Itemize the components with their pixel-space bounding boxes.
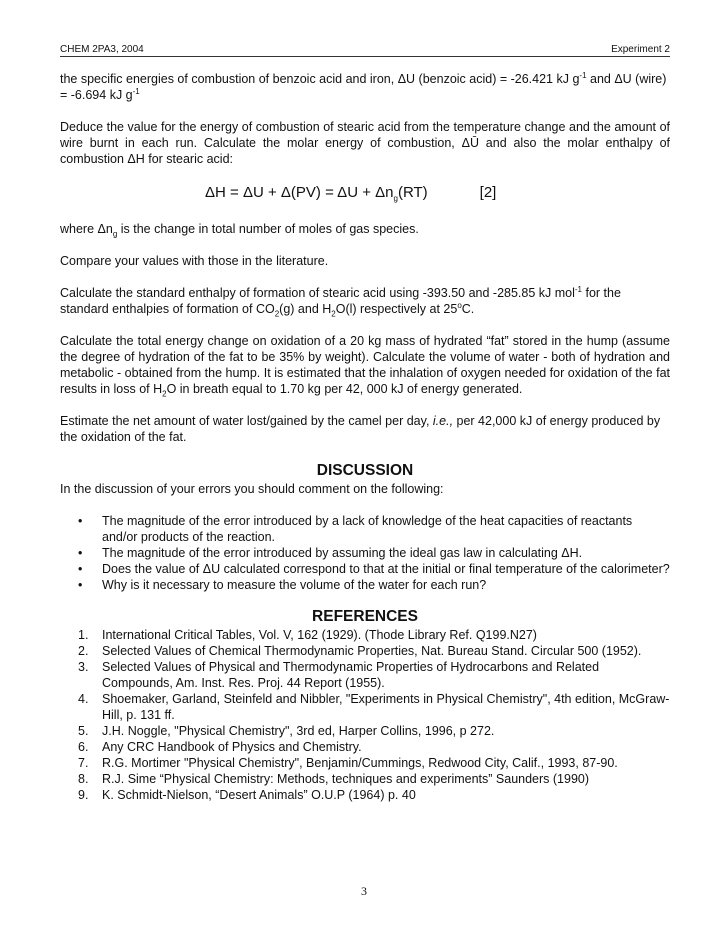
page-number: 3 bbox=[361, 884, 367, 898]
references-heading: REFERENCES bbox=[312, 608, 418, 625]
discussion-heading: DISCUSSION bbox=[316, 462, 414, 479]
list-item: 1. International Critical Tables, Vol. V, 162 (1929). (Thode Library Ref. Q199.N27) bbox=[78, 628, 537, 642]
document-body bbox=[60, 71, 670, 803]
paragraph-where: where $\Delta n_g$ is the change in total number of moles of gas species. bbox=[60, 222, 419, 239]
paragraph-standard-enthalpy: Calculate the standard enthalpy of formation of stearic acid using -393.50 and -285.85 kJ mol$^{-1}$ for the standard enthalpies of formation of $CO_2(g)$ and $H_2O(l)$ respectively at 25$^o$C. bbox=[60, 284, 621, 319]
header-experiment: Experiment 2 bbox=[611, 44, 670, 55]
header-course: CHEM 2PA3, 2004 bbox=[60, 44, 144, 55]
paragraph-deduce: Deduce the value for the energy of combustion of stearic acid from the temperature change and the amount of wire burnt in each run. Calculate the molar energy of combustion, ΔŪ and also the molar enthalpy of combustion ΔH for stearic acid: bbox=[60, 120, 670, 166]
list-item: 3. Selected Values of Physical and Thermodynamic Properties of Hydrocarbons and Related Compounds, Am. Inst. Res. Proj. 44 Report (1955). bbox=[78, 660, 600, 690]
paragraph-estimate-water: Estimate the net amount of water lost/gained by the camel per day, i.e., per 42,000 kJ of energy produced by the oxidation of the fat. bbox=[60, 414, 661, 444]
list-item: • Why is it necessary to measure the volume of the water for each run? bbox=[102, 577, 670, 593]
list-item: 9. K. Schmidt-Nielson, “Desert Animals” O.U.P (1964) p. 40 bbox=[78, 788, 416, 802]
list-item: • Does the value of ΔU calculated correspond to that at the initial or final temperature of the calorimeter? bbox=[102, 561, 670, 577]
paragraph-specific-energies: the specific energies of combustion of benzoic acid and iron, ΔU (benzoic acid) = -26.421 kJ $g^{-1}$ and ΔU (wire) = -6.694 kJ $g^{-1}$ bbox=[60, 70, 667, 102]
equation-number: [2] bbox=[479, 184, 497, 201]
list-item: 5. J.H. Noggle, "Physical Chemistry", 3rd ed, Harper Collins, 1996, p 272. bbox=[78, 724, 495, 738]
list-item: 7. R.G. Mortimer "Physical Chemistry", Benjamin/Cummings, Redwood City, Calif., 1993, 87-90. bbox=[78, 756, 618, 770]
list-item: 2. Selected Values of Chemical Thermodynamic Properties, Nat. Bureau Stand. Circular 500 (1952). bbox=[78, 644, 642, 658]
list-item: • The magnitude of the error introduced by a lack of knowledge of the heat capacities of reactants and/or products of the reaction. bbox=[102, 513, 670, 545]
references-list bbox=[60, 627, 670, 803]
list-item: 4. Shoemaker, Garland, Steinfeld and Nibbler, "Experiments in Physical Chemistry", 4th edition, McGraw-Hill, p. 131 ff. bbox=[78, 692, 670, 722]
paragraph-total-energy: Calculate the total energy change on oxidation of a 20 kg mass of hydrated “fat” stored in the hump (assume the degree of hydration of the fat to be 35% by weight). Calculate the volume of water - both of hydration and metabolic - obtained from the hump. It is estimated that the inhalation of oxygen needed for oxidation of the fat results in loss of $H_2O$ in breath equal to 1.70 kg per 42, 000 kJ of energy generated. bbox=[60, 334, 670, 399]
discussion-intro: In the discussion of your errors you should comment on the following: bbox=[60, 482, 444, 496]
discussion-list bbox=[60, 513, 670, 593]
list-item: • The magnitude of the error introduced by assuming the ideal gas law in calculating ΔH. bbox=[102, 545, 670, 561]
page-header bbox=[60, 44, 670, 57]
enthalpy-equation: $\Delta H = \Delta U + \Delta(PV) = \Delta U + \Delta n_g(RT)$ [2] bbox=[205, 184, 497, 203]
list-item: 6. Any CRC Handbook of Physics and Chemistry. bbox=[78, 740, 362, 754]
list-item: 8. R.J. Sime “Physical Chemistry: Methods, techniques and experiments” Saunders (1990) bbox=[78, 772, 590, 786]
paragraph-compare: Compare your values with those in the literature. bbox=[60, 254, 329, 268]
